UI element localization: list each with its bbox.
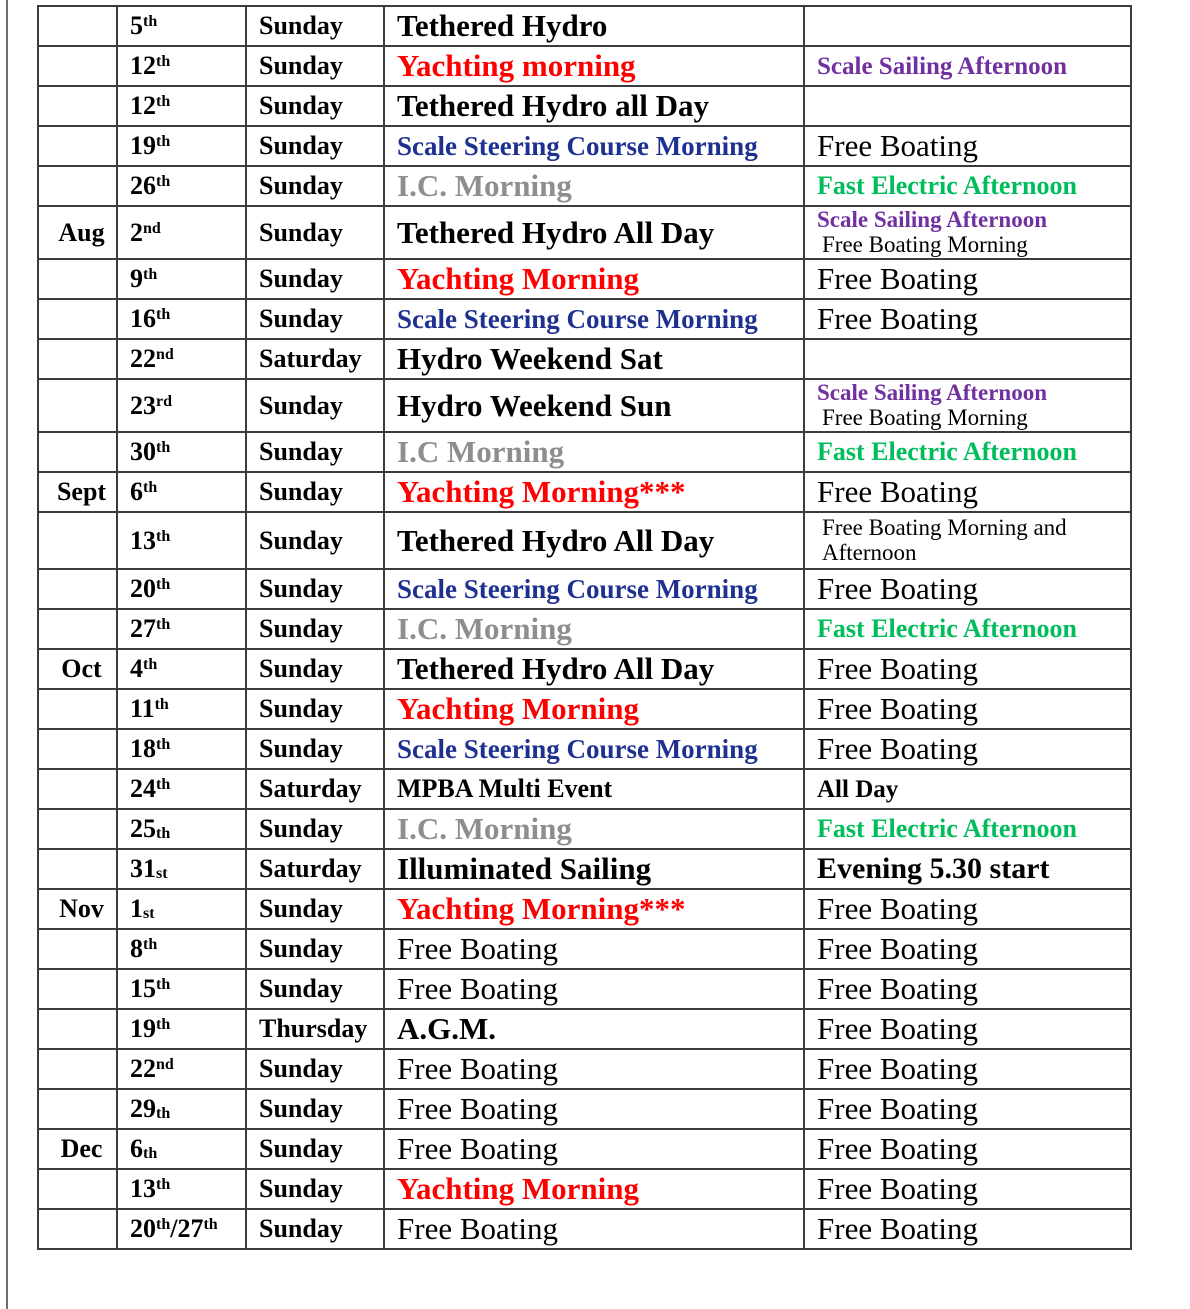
date-number: /27 bbox=[170, 1214, 204, 1243]
afternoon-line: Free Boating bbox=[817, 691, 978, 727]
afternoon-cell bbox=[804, 769, 1131, 809]
afternoon-cell bbox=[804, 512, 1131, 569]
date-ordinal: rd bbox=[156, 392, 172, 410]
afternoon-cell bbox=[804, 126, 1131, 166]
page-border-line bbox=[6, 0, 8, 1309]
date-ordinal: th bbox=[203, 1216, 218, 1233]
day-cell: Sunday bbox=[246, 1049, 384, 1089]
date-number: 30 bbox=[130, 437, 156, 466]
date-number: 18 bbox=[130, 734, 156, 763]
date-ordinal: th bbox=[156, 173, 171, 190]
date-ordinal: th bbox=[156, 1105, 171, 1122]
afternoon-cell bbox=[804, 259, 1131, 299]
date-cell bbox=[117, 339, 246, 379]
date-cell bbox=[117, 46, 246, 86]
afternoon-line: Free Boating bbox=[817, 1091, 978, 1127]
date-ordinal: th bbox=[143, 479, 158, 496]
table-row bbox=[38, 206, 1131, 259]
afternoon-cell bbox=[804, 1169, 1131, 1209]
month-cell: Nov bbox=[38, 889, 117, 929]
afternoon-cell bbox=[804, 379, 1131, 432]
afternoon-line: All Day bbox=[817, 775, 899, 803]
afternoon-line: Free Boating bbox=[817, 971, 978, 1007]
afternoon-cell bbox=[804, 649, 1131, 689]
date-cell bbox=[117, 379, 246, 432]
afternoon-cell bbox=[804, 609, 1131, 649]
date-cell bbox=[117, 569, 246, 609]
date-cell bbox=[117, 512, 246, 569]
month-cell bbox=[38, 689, 117, 729]
day-cell: Saturday bbox=[246, 339, 384, 379]
table-row bbox=[38, 259, 1131, 299]
afternoon-cell bbox=[804, 1129, 1131, 1169]
event-cell: Free Boating bbox=[384, 1129, 804, 1169]
month-cell bbox=[38, 1009, 117, 1049]
date-ordinal: th bbox=[143, 936, 158, 953]
day-cell: Sunday bbox=[246, 6, 384, 46]
month-cell bbox=[38, 86, 117, 126]
afternoon-line: Free Boating bbox=[817, 1171, 978, 1207]
day-cell: Sunday bbox=[246, 689, 384, 729]
table-row bbox=[38, 729, 1131, 769]
date-number: 1 bbox=[130, 894, 143, 923]
date-cell bbox=[117, 432, 246, 472]
month-cell bbox=[38, 849, 117, 889]
month-cell: Dec bbox=[38, 1129, 117, 1169]
date-number: 4 bbox=[130, 654, 143, 683]
table-row bbox=[38, 1209, 1131, 1249]
afternoon-line: Free Boating Morning bbox=[822, 404, 1028, 430]
afternoon-cell bbox=[804, 299, 1131, 339]
month-cell bbox=[38, 1049, 117, 1089]
event-cell: I.C Morning bbox=[384, 432, 804, 472]
date-number: 5 bbox=[130, 11, 143, 40]
date-ordinal: th bbox=[156, 439, 171, 456]
table-row bbox=[38, 1169, 1131, 1209]
date-cell bbox=[117, 206, 246, 259]
date-number: 22 bbox=[130, 344, 156, 373]
table-row bbox=[38, 126, 1131, 166]
date-ordinal: th bbox=[143, 656, 158, 673]
day-cell: Sunday bbox=[246, 86, 384, 126]
table-row bbox=[38, 609, 1131, 649]
event-cell: Yachting morning bbox=[384, 46, 804, 86]
date-ordinal: th bbox=[143, 1145, 158, 1162]
date-cell bbox=[117, 609, 246, 649]
date-number: 13 bbox=[130, 525, 156, 555]
date-ordinal: st bbox=[143, 905, 155, 922]
date-ordinal: th bbox=[156, 576, 171, 593]
month-cell bbox=[38, 6, 117, 46]
date-number: 26 bbox=[130, 171, 156, 200]
day-cell: Sunday bbox=[246, 206, 384, 259]
afternoon-cell bbox=[804, 339, 1131, 379]
date-ordinal: th bbox=[156, 53, 171, 70]
date-ordinal: th bbox=[156, 1176, 171, 1193]
date-number: 23 bbox=[130, 390, 156, 420]
afternoon-cell bbox=[804, 432, 1131, 472]
afternoon-cell bbox=[804, 6, 1131, 46]
event-cell: I.C. Morning bbox=[384, 609, 804, 649]
table-row bbox=[38, 929, 1131, 969]
afternoon-cell bbox=[804, 472, 1131, 512]
month-cell bbox=[38, 299, 117, 339]
date-number: 19 bbox=[130, 131, 156, 160]
table-row bbox=[38, 46, 1131, 86]
date-ordinal: th bbox=[156, 93, 171, 110]
event-cell: MPBA Multi Event bbox=[384, 769, 804, 809]
table-row bbox=[38, 166, 1131, 206]
afternoon-cell bbox=[804, 849, 1131, 889]
table-row bbox=[38, 969, 1131, 1009]
afternoon-line: Free Boating bbox=[817, 731, 978, 767]
date-cell bbox=[117, 1049, 246, 1089]
afternoon-line: Free Boating bbox=[817, 301, 978, 337]
day-cell: Sunday bbox=[246, 126, 384, 166]
month-cell bbox=[38, 259, 117, 299]
date-ordinal: th bbox=[156, 976, 171, 993]
month-cell bbox=[38, 809, 117, 849]
afternoon-cell bbox=[804, 889, 1131, 929]
afternoon-line: Fast Electric Afternoon bbox=[817, 436, 1077, 466]
date-cell bbox=[117, 689, 246, 729]
month-cell bbox=[38, 609, 117, 649]
date-cell bbox=[117, 649, 246, 689]
date-number: 25 bbox=[130, 814, 156, 843]
date-number: 22 bbox=[130, 1054, 156, 1083]
event-cell: Free Boating bbox=[384, 969, 804, 1009]
afternoon-line: Free Boating bbox=[817, 1211, 978, 1247]
day-cell: Sunday bbox=[246, 609, 384, 649]
table-row bbox=[38, 379, 1131, 432]
date-ordinal: th bbox=[156, 776, 171, 793]
event-cell: Tethered Hydro All Day bbox=[384, 206, 804, 259]
event-cell: Tethered Hydro all Day bbox=[384, 86, 804, 126]
date-ordinal: th bbox=[154, 696, 169, 713]
date-number: 13 bbox=[130, 1174, 156, 1203]
day-cell: Sunday bbox=[246, 1089, 384, 1129]
date-cell bbox=[117, 126, 246, 166]
date-cell bbox=[117, 769, 246, 809]
date-number: 11 bbox=[130, 694, 155, 723]
event-cell: Free Boating bbox=[384, 929, 804, 969]
event-cell: I.C. Morning bbox=[384, 166, 804, 206]
month-cell bbox=[38, 339, 117, 379]
day-cell: Saturday bbox=[246, 769, 384, 809]
afternoon-line: Scale Sailing Afternoon bbox=[817, 379, 1048, 405]
event-cell: Scale Steering Course Morning bbox=[384, 299, 804, 339]
day-cell: Sunday bbox=[246, 46, 384, 86]
day-cell: Sunday bbox=[246, 809, 384, 849]
date-number: 2 bbox=[130, 217, 143, 247]
table-row bbox=[38, 86, 1131, 126]
day-cell: Sunday bbox=[246, 299, 384, 339]
table-row bbox=[38, 689, 1131, 729]
month-cell bbox=[38, 46, 117, 86]
table-row bbox=[38, 1089, 1131, 1129]
date-ordinal: th bbox=[156, 527, 171, 545]
afternoon-cell bbox=[804, 1009, 1131, 1049]
date-number: 6 bbox=[130, 1134, 143, 1163]
date-cell bbox=[117, 1009, 246, 1049]
table-row bbox=[38, 849, 1131, 889]
date-cell bbox=[117, 299, 246, 339]
day-cell: Saturday bbox=[246, 849, 384, 889]
day-cell: Sunday bbox=[246, 472, 384, 512]
date-ordinal: th bbox=[143, 13, 158, 30]
date-number: 31 bbox=[130, 854, 156, 883]
afternoon-line: Free Boating bbox=[817, 128, 978, 164]
day-cell: Sunday bbox=[246, 1169, 384, 1209]
day-cell: Sunday bbox=[246, 512, 384, 569]
month-cell bbox=[38, 1209, 117, 1249]
afternoon-line: Free Boating bbox=[817, 891, 978, 927]
month-cell bbox=[38, 379, 117, 432]
afternoon-line: Scale Sailing Afternoon bbox=[817, 206, 1048, 232]
month-cell bbox=[38, 432, 117, 472]
month-cell bbox=[38, 729, 117, 769]
date-cell bbox=[117, 6, 246, 46]
date-number: 27 bbox=[130, 614, 156, 643]
afternoon-cell bbox=[804, 166, 1131, 206]
afternoon-line: Fast Electric Afternoon bbox=[817, 613, 1077, 643]
date-cell bbox=[117, 1169, 246, 1209]
afternoon-cell bbox=[804, 1049, 1131, 1089]
afternoon-line: Free Boating bbox=[817, 1131, 978, 1167]
event-cell: Hydro Weekend Sun bbox=[384, 379, 804, 432]
month-cell bbox=[38, 512, 117, 569]
date-cell bbox=[117, 1129, 246, 1169]
date-number: 12 bbox=[130, 91, 156, 120]
afternoon-line: Free Boating bbox=[817, 1051, 978, 1087]
month-cell: Aug bbox=[38, 206, 117, 259]
day-cell: Sunday bbox=[246, 729, 384, 769]
event-cell: Illuminated Sailing bbox=[384, 849, 804, 889]
table-row bbox=[38, 339, 1131, 379]
afternoon-line: Free Boating bbox=[817, 571, 978, 607]
afternoon-line: Free Boating bbox=[817, 261, 978, 297]
date-number: 6 bbox=[130, 477, 143, 506]
day-cell: Sunday bbox=[246, 889, 384, 929]
afternoon-cell bbox=[804, 929, 1131, 969]
day-cell: Sunday bbox=[246, 432, 384, 472]
day-cell: Sunday bbox=[246, 259, 384, 299]
afternoon-cell bbox=[804, 1089, 1131, 1129]
event-cell: A.G.M. bbox=[384, 1009, 804, 1049]
schedule-body bbox=[38, 6, 1131, 1249]
date-ordinal: th bbox=[156, 133, 171, 150]
table-row bbox=[38, 6, 1131, 46]
afternoon-cell bbox=[804, 569, 1131, 609]
date-number: 8 bbox=[130, 934, 143, 963]
table-row bbox=[38, 809, 1131, 849]
date-ordinal: th bbox=[156, 825, 171, 842]
table-row bbox=[38, 472, 1131, 512]
event-cell: Tethered Hydro All Day bbox=[384, 512, 804, 569]
date-number: 20 bbox=[130, 574, 156, 603]
afternoon-line: Fast Electric Afternoon bbox=[817, 170, 1077, 200]
afternoon-cell bbox=[804, 809, 1131, 849]
date-cell bbox=[117, 969, 246, 1009]
date-ordinal: st bbox=[156, 865, 168, 882]
month-cell bbox=[38, 969, 117, 1009]
afternoon-line: Free Boating bbox=[817, 474, 978, 510]
event-cell: Free Boating bbox=[384, 1209, 804, 1249]
afternoon-cell bbox=[804, 46, 1131, 86]
afternoon-cell bbox=[804, 689, 1131, 729]
event-cell: Yachting Morning*** bbox=[384, 889, 804, 929]
event-cell: Tethered Hydro bbox=[384, 6, 804, 46]
date-ordinal: th bbox=[156, 736, 171, 753]
event-cell: Tethered Hydro All Day bbox=[384, 649, 804, 689]
table-row bbox=[38, 1009, 1131, 1049]
date-cell bbox=[117, 729, 246, 769]
date-ordinal: th bbox=[143, 266, 158, 283]
month-cell bbox=[38, 769, 117, 809]
afternoon-line: Free Boating bbox=[817, 651, 978, 687]
table-row bbox=[38, 299, 1131, 339]
afternoon-cell bbox=[804, 1209, 1131, 1249]
afternoon-line: Free Boating bbox=[817, 1011, 978, 1047]
afternoon-cell bbox=[804, 86, 1131, 126]
date-number: 29 bbox=[130, 1094, 156, 1123]
afternoon-line: Scale Sailing Afternoon bbox=[817, 52, 1068, 80]
date-cell bbox=[117, 1209, 246, 1249]
afternoon-line: Free Boating Morning and Afternoon bbox=[822, 514, 1067, 565]
date-cell bbox=[117, 849, 246, 889]
date-number: 12 bbox=[130, 51, 156, 80]
month-cell: Sept bbox=[38, 472, 117, 512]
day-cell: Thursday bbox=[246, 1009, 384, 1049]
date-cell bbox=[117, 259, 246, 299]
table-row bbox=[38, 889, 1131, 929]
day-cell: Sunday bbox=[246, 1209, 384, 1249]
event-cell: Scale Steering Course Morning bbox=[384, 729, 804, 769]
event-cell: Scale Steering Course Morning bbox=[384, 569, 804, 609]
afternoon-cell bbox=[804, 729, 1131, 769]
month-cell bbox=[38, 166, 117, 206]
day-cell: Sunday bbox=[246, 569, 384, 609]
event-cell: Hydro Weekend Sat bbox=[384, 339, 804, 379]
date-cell bbox=[117, 86, 246, 126]
date-number: 16 bbox=[130, 304, 156, 333]
date-cell bbox=[117, 472, 246, 512]
day-cell: Sunday bbox=[246, 379, 384, 432]
afternoon-line: Free Boating bbox=[817, 931, 978, 967]
month-cell bbox=[38, 1089, 117, 1129]
date-cell bbox=[117, 889, 246, 929]
day-cell: Sunday bbox=[246, 1129, 384, 1169]
date-number: 19 bbox=[130, 1014, 156, 1043]
afternoon-cell bbox=[804, 969, 1131, 1009]
afternoon-line: Evening 5.30 start bbox=[817, 851, 1050, 885]
events-schedule-table bbox=[37, 5, 1132, 1250]
date-ordinal: nd bbox=[156, 346, 174, 363]
day-cell: Sunday bbox=[246, 166, 384, 206]
date-ordinal: th bbox=[156, 1216, 171, 1233]
date-ordinal: th bbox=[156, 1016, 171, 1033]
table-row bbox=[38, 649, 1131, 689]
day-cell: Sunday bbox=[246, 649, 384, 689]
month-cell bbox=[38, 929, 117, 969]
date-number: 15 bbox=[130, 974, 156, 1003]
table-row bbox=[38, 569, 1131, 609]
month-cell bbox=[38, 1169, 117, 1209]
day-cell: Sunday bbox=[246, 929, 384, 969]
afternoon-cell bbox=[804, 206, 1131, 259]
event-cell: I.C. Morning bbox=[384, 809, 804, 849]
date-ordinal: nd bbox=[143, 219, 161, 237]
table-row bbox=[38, 432, 1131, 472]
table-row bbox=[38, 512, 1131, 569]
date-cell bbox=[117, 809, 246, 849]
event-cell: Yachting Morning bbox=[384, 1169, 804, 1209]
event-cell: Free Boating bbox=[384, 1049, 804, 1089]
date-ordinal: th bbox=[156, 616, 171, 633]
date-ordinal: th bbox=[156, 306, 171, 323]
event-cell: Yachting Morning bbox=[384, 259, 804, 299]
day-cell: Sunday bbox=[246, 969, 384, 1009]
event-cell: Scale Steering Course Morning bbox=[384, 126, 804, 166]
date-cell bbox=[117, 929, 246, 969]
event-cell: Yachting Morning bbox=[384, 689, 804, 729]
month-cell: Oct bbox=[38, 649, 117, 689]
table-row bbox=[38, 1129, 1131, 1169]
date-cell bbox=[117, 1089, 246, 1129]
table-row bbox=[38, 1049, 1131, 1089]
date-number: 9 bbox=[130, 264, 143, 293]
month-cell bbox=[38, 126, 117, 166]
event-cell: Yachting Morning*** bbox=[384, 472, 804, 512]
event-cell: Free Boating bbox=[384, 1089, 804, 1129]
table-row bbox=[38, 769, 1131, 809]
date-cell bbox=[117, 166, 246, 206]
afternoon-line: Fast Electric Afternoon bbox=[817, 813, 1077, 843]
month-cell bbox=[38, 569, 117, 609]
date-number: 24 bbox=[130, 774, 156, 803]
date-ordinal: nd bbox=[156, 1056, 174, 1073]
date-number: 20 bbox=[130, 1214, 156, 1243]
afternoon-line: Free Boating Morning bbox=[822, 231, 1028, 257]
